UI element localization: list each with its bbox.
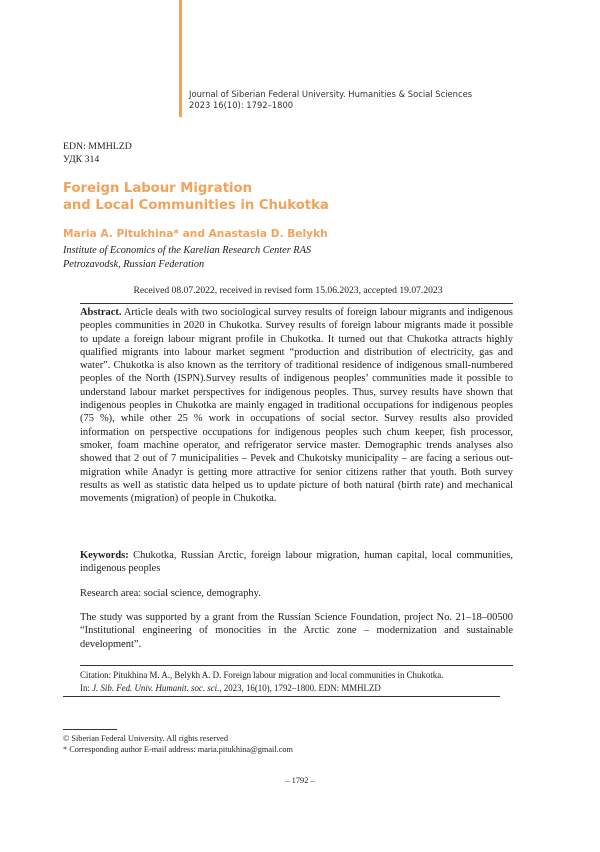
corresponding-author-note: * Corresponding author E-mail address: maria.pitukhina@gmail.com <box>63 745 293 754</box>
udk-code: УДК 314 <box>63 154 100 165</box>
accent-bar <box>179 0 182 117</box>
citation-in: In: <box>80 682 90 693</box>
keywords-label: Keywords: <box>80 550 129 561</box>
citation-journal: J. Sib. Fed. Univ. Humanit. soc. sci. <box>92 682 220 693</box>
article-meta <box>63 140 132 166</box>
affiliation-location: Petrozavodsk, Russian Federation <box>63 258 205 270</box>
page-number: – 1792 – <box>285 776 315 785</box>
abstract-label: Abstract. <box>80 307 122 318</box>
title-line-1: Foreign Labour Migration <box>63 181 252 196</box>
funding-note: The study was supported by a grant from the Russian Science Foundation, project No. 21–18–00500 “Institutional engineering of monocities in the Arctic zone – modernization and sustainable development”. <box>80 612 513 650</box>
abstract-text: Article deals with two sociological survey results of foreign labour migrants and indigenous peoples communities in 2020 in Chukotka. Survey results of foreign labour migrants made it possible to update a foreign labour migrant profile in Chukotka. It turned out that Chukotka attracts highly qualified migrants into labour market segment “production and distribution of electricity, gas and water”. Chukotka is also known as the territory of traditional residence of indigenous small-numbered peoples of the North (ISPN).Survey results of indigenous peoples’ communities made it possible to understand labour market perspectives for indigenous peoples. Thus, survey results have shown that indigenous peoples in Chukotka are mainly engaged in traditional occupations for indigenous peoples (75 %), while other 25 % work in occupations of social sector. Survey results also provided information on perspective occupations for indigenous peoples such chum keeper, fish processor, smoker, foam machine operator, and refrigerator service master. Demographic trends analyses also showed that 2 out of 7 municipalities – Pevek and Chukotsky municipality – are facing a serious out-migration while Anadyr is getting more attractive for senior citizens rather that youth. Both survey results as well as statistic data helped us to update picture of both natural (birth rate) and mechanical movements (migration) of people in Chukotka. <box>80 307 513 505</box>
authors: Maria A. Pitukhina* and Anastasia D. Belykh <box>63 228 328 240</box>
journal-header <box>189 89 472 111</box>
divider-citation <box>80 665 513 666</box>
journal-name: Journal of Siberian Federal University. Humanities & Social Sciences <box>189 89 473 99</box>
research-area: Research area: social science, demography. <box>80 588 261 599</box>
edn-code: EDN: MMHLZD <box>63 141 132 152</box>
divider-top <box>80 303 513 304</box>
citation-line-2 <box>80 682 513 695</box>
keywords <box>80 549 513 576</box>
affiliation-institute: Institute of Economics of the Karelian Research Center RAS <box>63 245 312 256</box>
title-line-2: and Local Communities in Chukotka <box>63 198 329 213</box>
footnotes <box>63 733 293 755</box>
affiliation <box>63 244 311 271</box>
article-title <box>63 180 329 214</box>
abstract <box>80 306 513 505</box>
divider-bottom <box>63 696 500 697</box>
keywords-text: Chukotka, Russian Arctic, foreign labour migration, human capital, local communities, indigenous peoples <box>80 550 514 575</box>
citation <box>80 669 513 694</box>
footnote-rule <box>63 729 117 730</box>
copyright-note: © Siberian Federal University. All rights reserved <box>63 734 228 743</box>
journal-issue: 2023 16(10): 1792–1800 <box>189 100 294 110</box>
citation-details: , 2023, 16(10), 1792–1800. EDN: MMHLZD <box>219 682 381 693</box>
received-dates: Received 08.07.2022, received in revised form 15.06.2023, accepted 19.07.2023 <box>133 285 443 296</box>
citation-line-1: Citation: Pitukhina M. A., Belykh A. D. Foreign labour migration and local communities in Chukotka. <box>80 670 444 680</box>
